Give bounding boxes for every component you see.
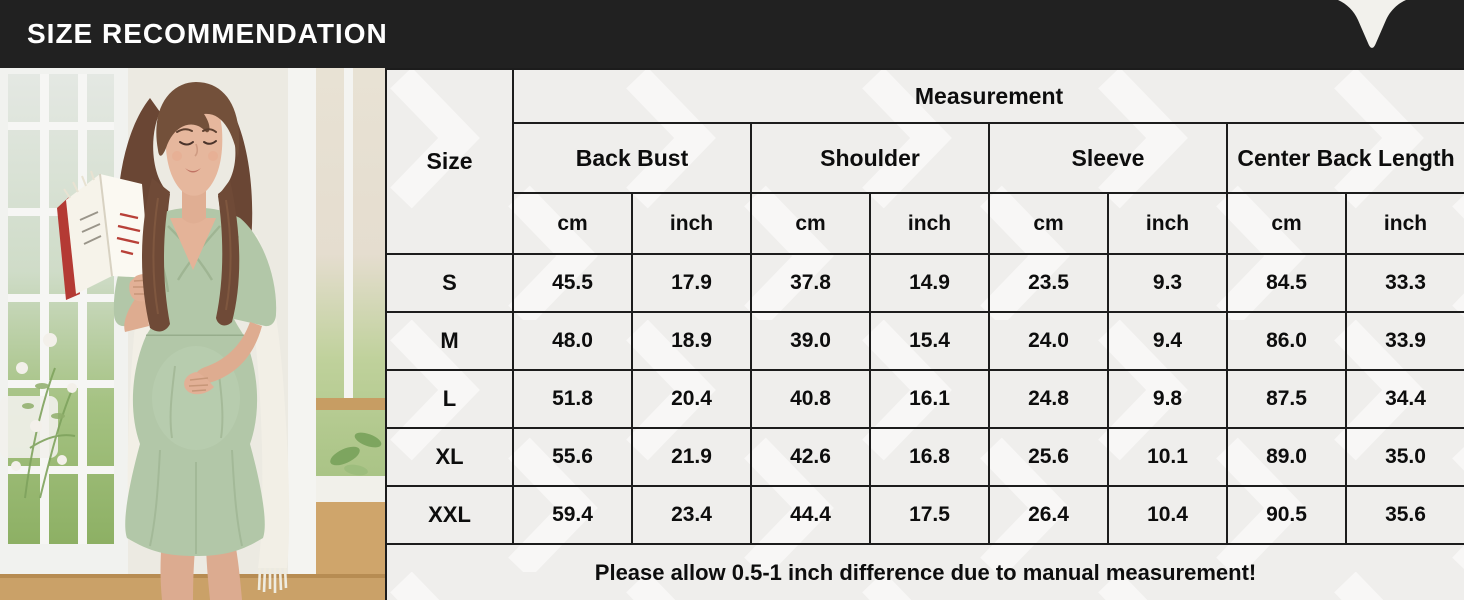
product-photo: [0, 68, 385, 600]
value-cell: 37.8: [751, 254, 870, 312]
value-cell: 45.5: [513, 254, 632, 312]
value-cell: 25.6: [989, 428, 1108, 486]
value-cell: 14.9: [870, 254, 989, 312]
value-cell: 40.8: [751, 370, 870, 428]
value-cell: 23.4: [632, 486, 751, 544]
value-cell: 9.4: [1108, 312, 1227, 370]
value-cell: 39.0: [751, 312, 870, 370]
size-row-xxl: [386, 486, 1464, 544]
size-row-s: [386, 254, 1464, 312]
size-cell: XXL: [386, 486, 513, 544]
value-cell: 89.0: [1227, 428, 1346, 486]
measurement-header-cell: Measurement: [513, 69, 1464, 123]
value-cell: 90.5: [1227, 486, 1346, 544]
right-window-frame: [288, 68, 316, 600]
value-cell: 35.6: [1346, 486, 1464, 544]
unit-cell-inch: inch: [1346, 193, 1464, 254]
value-cell: 59.4: [513, 486, 632, 544]
value-cell: 16.8: [870, 428, 989, 486]
size-cell: XL: [386, 428, 513, 486]
brand-v-logo-icon: [1338, 0, 1406, 52]
group-header-center-back-length: Center Back Length: [1227, 123, 1464, 193]
value-cell: 84.5: [1227, 254, 1346, 312]
unit-cell-cm: cm: [1227, 193, 1346, 254]
value-cell: 86.0: [1227, 312, 1346, 370]
unit-cell-cm: cm: [989, 193, 1108, 254]
value-cell: 42.6: [751, 428, 870, 486]
value-cell: 55.6: [513, 428, 632, 486]
value-cell: 16.1: [870, 370, 989, 428]
size-row-l: [386, 370, 1464, 428]
value-cell: 35.0: [1346, 428, 1464, 486]
unit-cell-inch: inch: [1108, 193, 1227, 254]
value-cell: 21.9: [632, 428, 751, 486]
unit-cell-inch: inch: [632, 193, 751, 254]
value-cell: 51.8: [513, 370, 632, 428]
size-header-cell: Size: [386, 69, 513, 254]
photo-illustration: [0, 68, 385, 600]
value-cell: 44.4: [751, 486, 870, 544]
size-cell: S: [386, 254, 513, 312]
value-cell: 87.5: [1227, 370, 1346, 428]
size-chart-table: [385, 68, 1464, 600]
measurement-note: Please allow 0.5-1 inch difference due to manual measurement!: [386, 544, 1464, 600]
value-cell: 24.0: [989, 312, 1108, 370]
value-cell: 10.1: [1108, 428, 1227, 486]
value-cell: 33.3: [1346, 254, 1464, 312]
unit-cell-cm: cm: [751, 193, 870, 254]
value-cell: 17.5: [870, 486, 989, 544]
group-header-back-bust: Back Bust: [513, 123, 751, 193]
size-row-m: [386, 312, 1464, 370]
value-cell: 17.9: [632, 254, 751, 312]
value-cell: 23.5: [989, 254, 1108, 312]
banner-title: SIZE RECOMMENDATION: [27, 18, 388, 49]
value-cell: 26.4: [989, 486, 1108, 544]
value-cell: 9.3: [1108, 254, 1227, 312]
size-row-xl: [386, 428, 1464, 486]
value-cell: 24.8: [989, 370, 1108, 428]
value-cell: 48.0: [513, 312, 632, 370]
group-header-shoulder: Shoulder: [751, 123, 989, 193]
value-cell: 20.4: [632, 370, 751, 428]
value-cell: 34.4: [1346, 370, 1464, 428]
value-cell: 15.4: [870, 312, 989, 370]
size-cell: L: [386, 370, 513, 428]
value-cell: 18.9: [632, 312, 751, 370]
group-header-sleeve: Sleeve: [989, 123, 1227, 193]
value-cell: 33.9: [1346, 312, 1464, 370]
banner: [0, 0, 1464, 68]
unit-cell-inch: inch: [870, 193, 989, 254]
value-cell: 10.4: [1108, 486, 1227, 544]
size-cell: M: [386, 312, 513, 370]
unit-cell-cm: cm: [513, 193, 632, 254]
size-chart-area: [385, 68, 1464, 600]
value-cell: 9.8: [1108, 370, 1227, 428]
